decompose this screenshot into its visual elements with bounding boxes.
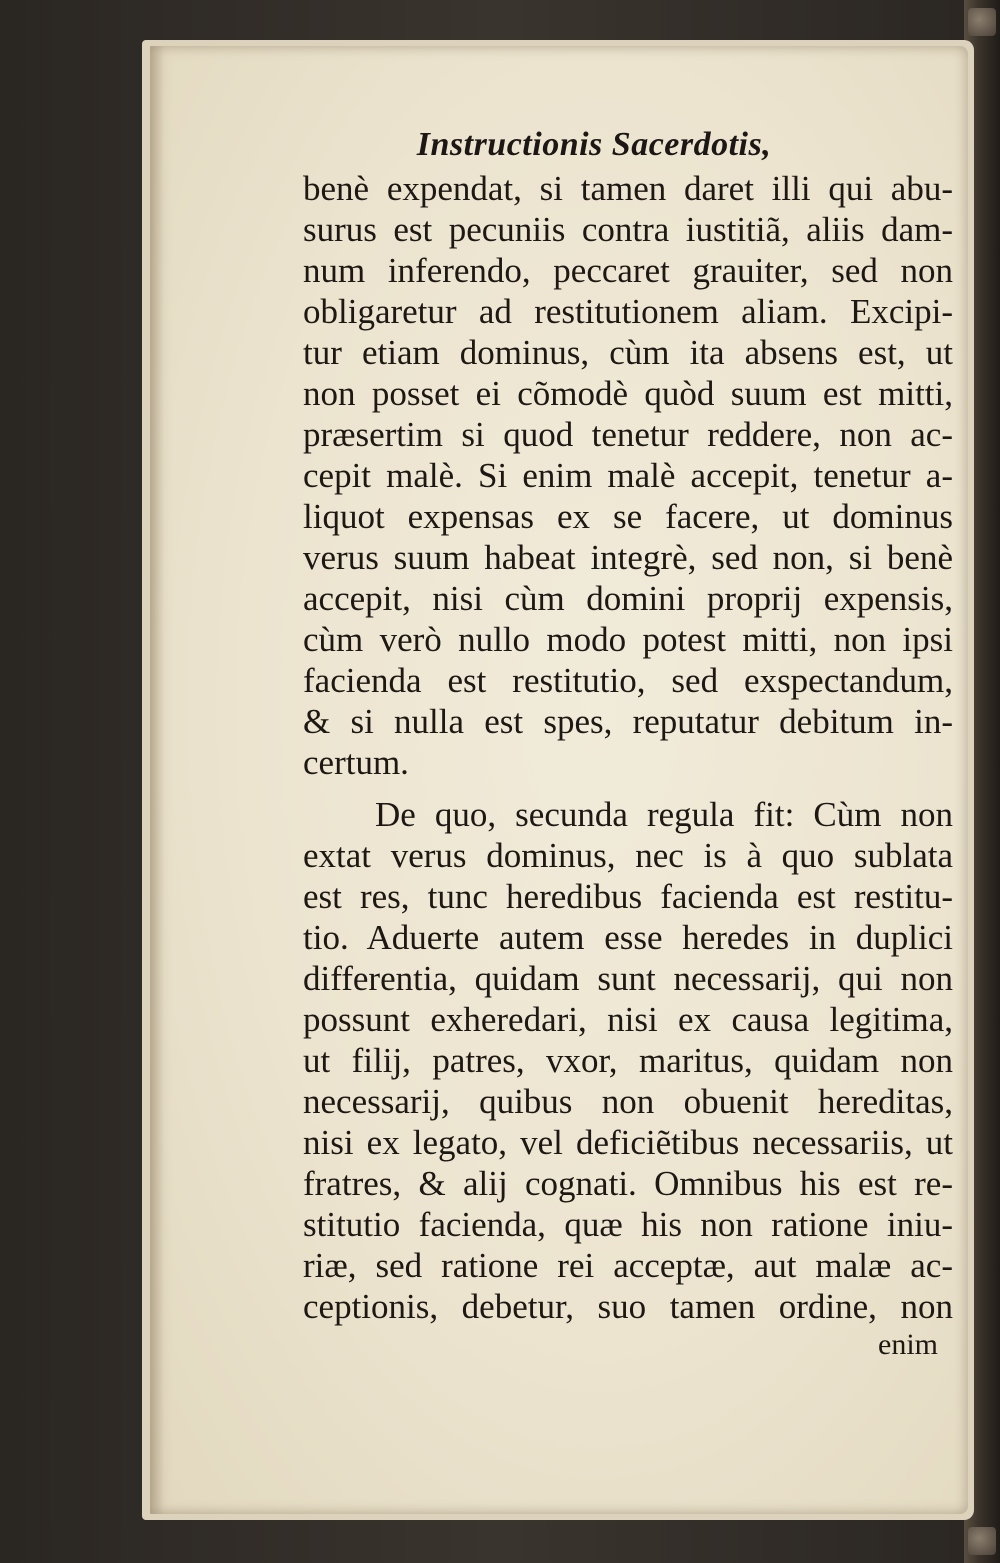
text-line: differentia, quidam sunt necessarij, qui non	[303, 959, 953, 998]
text-line: est res, tunc heredibus facienda est restitu-	[303, 877, 953, 916]
text-line: riæ, sed ratione rei acceptæ, aut malæ ac-	[303, 1246, 953, 1285]
text-line: nisi ex legato, vel deficiẽtibus necessariis, ut	[303, 1123, 953, 1162]
text-line: verus suum habeat integrè, sed non, si benè	[303, 538, 953, 577]
text-line: non posset ei cõmodè quòd suum est mitti,	[303, 374, 953, 413]
catchword: enim	[878, 1328, 938, 1361]
text-line: & si nulla est spes, reputatur debitum in-	[303, 702, 953, 741]
text-line: extat verus dominus, nec is à quo sublata	[303, 836, 953, 875]
text-line: necessarij, quibus non obuenit hereditas,	[303, 1082, 953, 1121]
clasp-bottom	[968, 1527, 996, 1555]
text-line: ut filij, patres, vxor, maritus, quidam non	[303, 1041, 953, 1080]
text-line: obligaretur ad restitutionem aliam. Excipi-	[303, 292, 953, 331]
text-line: cùm verò nullo modo potest mitti, non ipsi	[303, 620, 953, 659]
text-line: possunt exheredari, nisi ex causa legitima,	[303, 1000, 953, 1039]
clasp-top	[968, 8, 996, 36]
text-line: certum.	[303, 743, 409, 782]
text-line: præsertim si quod tenetur reddere, non ac-	[303, 415, 953, 454]
page-gutter-shadow	[150, 46, 164, 1514]
text-line: ceptionis, debetur, suo tamen ordine, non	[303, 1287, 953, 1326]
text-line: benè expendat, si tamen daret illi qui abu-	[303, 169, 953, 208]
text-line: liquot expensas ex se facere, ut dominus	[303, 497, 953, 536]
running-head: Instructionis Sacerdotis,	[416, 126, 772, 163]
text-line: num inferendo, peccaret grauiter, sed non	[303, 251, 953, 290]
text-line: tio. Aduerte autem esse heredes in duplici	[303, 918, 953, 957]
text-line: tur etiam dominus, cùm ita absens est, ut	[303, 333, 953, 372]
text-line: fratres, & alij cognati. Omnibus his est re-	[303, 1164, 953, 1203]
text-line: surus est pecuniis contra iustitiã, aliis dam-	[303, 210, 953, 249]
text-line: De quo, secunda regula fit: Cùm non	[375, 795, 953, 834]
text-line: stitutio facienda, quæ his non ratione iniu-	[303, 1205, 953, 1244]
text-line: cepit malè. Si enim malè accepit, tenetur a-	[303, 456, 953, 495]
text-line: facienda est restitutio, sed exspectandum,	[303, 661, 953, 700]
text-line: accepit, nisi cùm domini proprij expensis,	[303, 579, 953, 618]
